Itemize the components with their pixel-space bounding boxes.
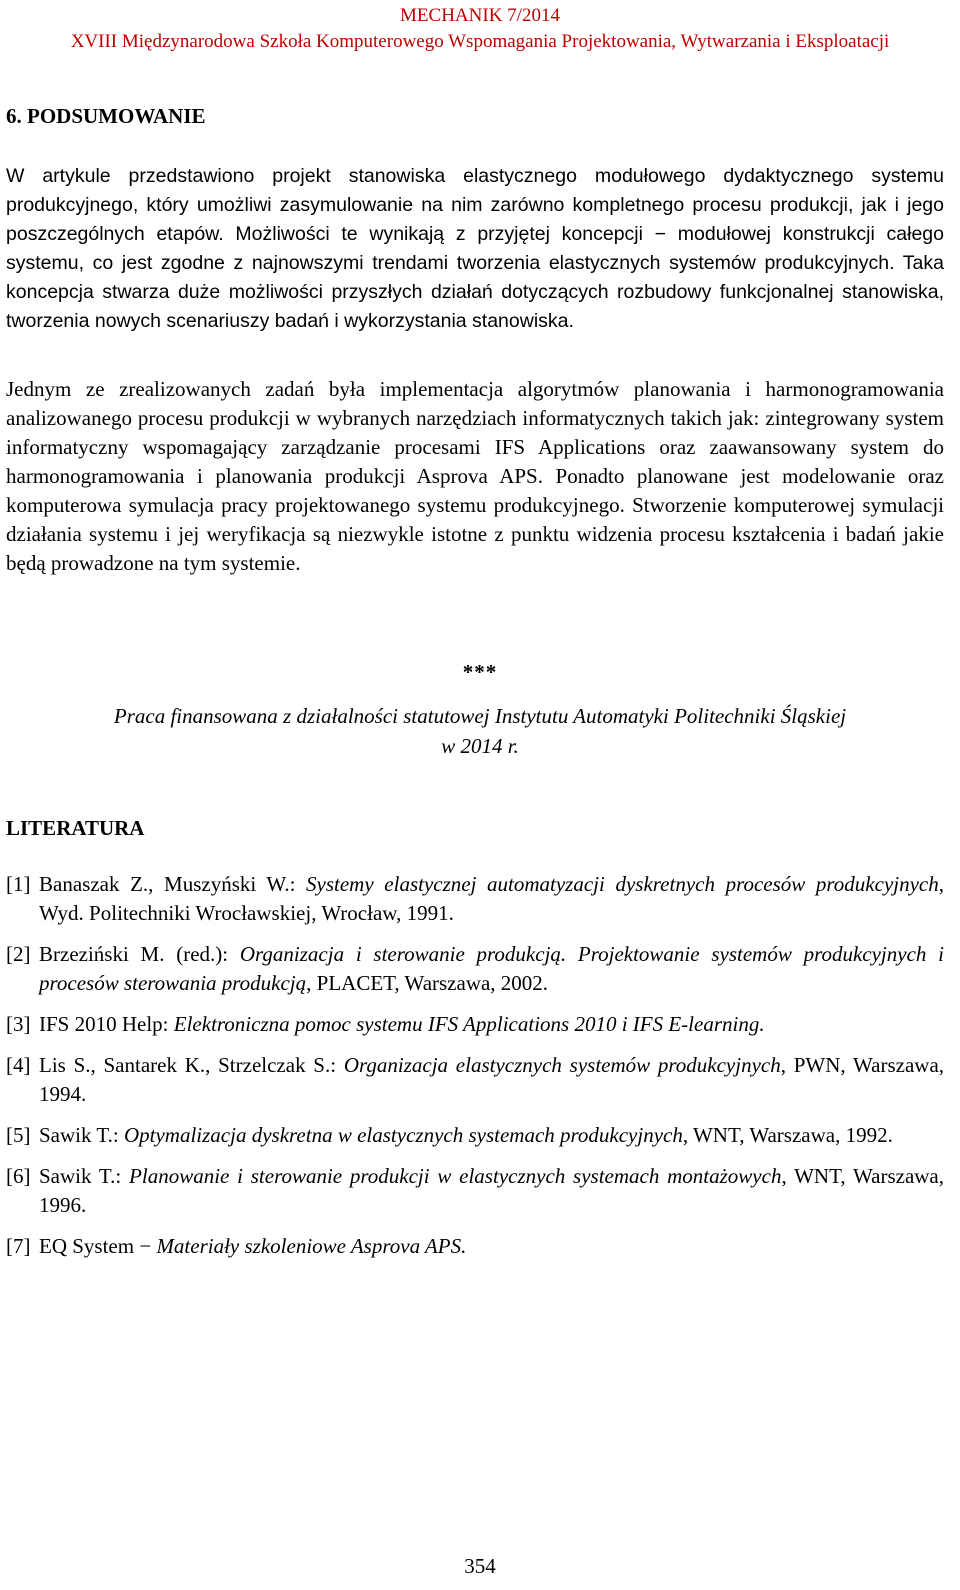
reference-publisher: , WNT, Warszawa, 1992. xyxy=(682,1123,893,1147)
reference-title: Organizacja elastycznych systemów produkcyjnych xyxy=(343,1053,781,1077)
reference-title: Materiały szkoleniowe Asprova APS. xyxy=(156,1234,467,1258)
funding-line-1: Praca finansowana z działalności statutowej Instytutu Automatyki Politechniki Śląskiej xyxy=(113,704,847,728)
reference-title: Planowanie i sterowanie produkcji w elastycznych systemach montażowych xyxy=(129,1164,782,1188)
reference-authors: EQ System − xyxy=(39,1234,157,1258)
reference-publisher: , WNT, Warszawa, 1996. xyxy=(39,1164,945,1217)
funding-line-2: w 2014 r. xyxy=(441,734,519,758)
reference-authors: Banaszak Z., Muszyński W.: xyxy=(39,872,307,896)
reference-publisher: , PWN, Warszawa, 1994. xyxy=(39,1053,945,1106)
reference-item xyxy=(6,1162,944,1220)
reference-publisher: , PLACET, Warszawa, 2002. xyxy=(306,971,549,995)
reference-authors: Lis S., Santarek K., Strzelczak S.: xyxy=(39,1053,344,1077)
reference-publisher: , Wyd. Politechniki Wrocławskiej, Wrocław, 1991. xyxy=(39,872,944,925)
summary-paragraph-2: Jednym ze zrealizowanych zadań była implementacja algorytmów planowania i harmonogramowania analizowanego procesu produkcji w wybranych narzędziach informatycznych takich jak: zintegrowany system informatyczny wspomagający zarządzanie procesami IFS Applications oraz zaawansowany system do harmonogramowania i planowania produkcji Asprova APS. Ponadto planowane jest modelowanie oraz komputerowa symulacja pracy projektowanego systemu produkcyjnego. Stworzenie komputerowej symulacji działania systemu i jej weryfikacja są niezwykle istotne z punktu widzenia procesu kształcenia i badań jakie będą prowadzone na tym systemie. xyxy=(6,377,944,575)
reference-list xyxy=(6,870,944,1273)
reference-title: Optymalizacja dyskretna w elastycznych systemach produkcyjnych xyxy=(123,1123,683,1147)
reference-number: [5] xyxy=(6,1123,31,1147)
reference-item xyxy=(6,1051,944,1109)
reference-number: [2] xyxy=(6,942,31,966)
reference-title: Systemy elastycznej automatyzacji dyskretnych procesów produkcyjnych xyxy=(306,872,939,896)
page-header xyxy=(0,3,960,55)
section-title-literature: LITERATURA xyxy=(6,816,145,840)
reference-number: [6] xyxy=(6,1164,31,1188)
reference-item xyxy=(6,1232,944,1261)
reference-item xyxy=(6,1010,944,1039)
separator-stars: *** xyxy=(462,660,498,684)
reference-number: [4] xyxy=(6,1053,31,1077)
section-title-summary: 6. PODSUMOWANIE xyxy=(6,104,206,128)
reference-authors: Sawik T.: xyxy=(39,1123,124,1147)
reference-authors: Brzeziński M. (red.): xyxy=(39,942,240,966)
reference-item xyxy=(6,1121,944,1150)
summary-paragraph-1: W artykule przedstawiono projekt stanowiska elastycznego modułowego dydaktycznego systemu produkcyjnego, który umożliwi zasymulowanie na nim zarówno kompletnego procesu produkcji, jak i jego poszczególnych etapów. Możliwości te wynikają z przyjętej koncepcji − modułowej konstrukcji całego systemu, co jest zgodne z najnowszymi trendami tworzenia elastycznych systemów produkcyjnych. Taka koncepcja stwarza duże możliwości przyszłych działań dotyczących rozbudowy funkcjonalnej stanowiska, tworzenia nowych scenariuszy badań i wykorzystania stanowiska. xyxy=(6,165,944,332)
conference-title: XVIII Międzynarodowa Szkoła Komputerowego Wspomagania Projektowania, Wytwarzania i Eksploatacji xyxy=(70,31,890,52)
reference-number: [3] xyxy=(6,1012,31,1036)
funding-note xyxy=(0,701,960,761)
reference-number: [1] xyxy=(6,872,31,896)
reference-title: Elektroniczna pomoc systemu IFS Applications 2010 i IFS E-learning. xyxy=(173,1012,765,1036)
reference-authors: IFS 2010 Help: xyxy=(39,1012,174,1036)
reference-item xyxy=(6,870,944,928)
reference-item xyxy=(6,940,944,998)
reference-number: [7] xyxy=(6,1234,31,1258)
page-number: 354 xyxy=(464,1554,496,1578)
reference-authors: Sawik T.: xyxy=(39,1164,130,1188)
reference-title: Organizacja i sterowanie produkcją. Projektowanie systemów produkcyjnych i procesów sterowania produkcją xyxy=(39,942,944,995)
journal-title: MECHANIK 7/2014 xyxy=(400,5,560,26)
